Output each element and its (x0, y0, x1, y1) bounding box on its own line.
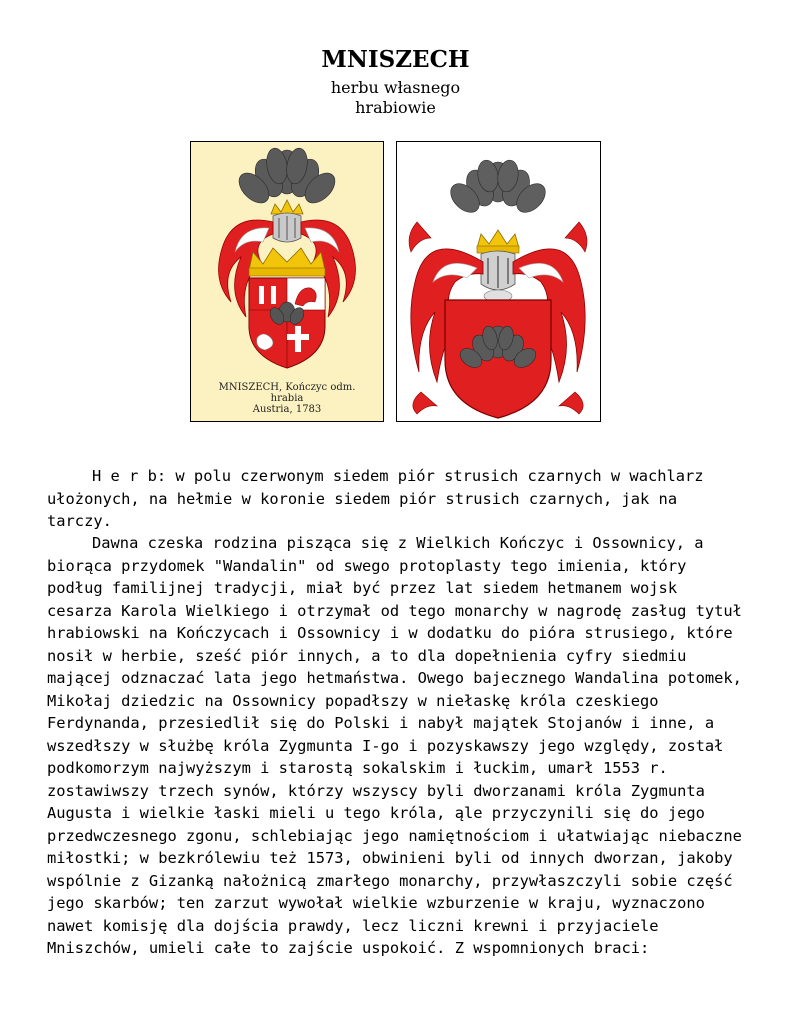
caption-line-3: Austria, 1783 (252, 404, 322, 415)
page-title: MNISZECH (321, 46, 470, 73)
family-history-paragraph: Dawna czeska rodzina pisząca się z Wielkich Kończyc i Ossownicy, a biorąca przydomek "Wandalin" od swego protoplasty tego imienia, który podług familijnej tradycji, miał być przez lat siedem hetmanem wojsk cesarza Karola Wielkiego i otrzymał od tego monarchy w nagrodę zasług tytuł hrabiowski na Kończycach i Ossownicy i w dodatku do pióra strusiego, które nosił w herbie, sześć piór innych, a to dla dopełnienia cyfry siedmiu mającej odznaczać lata jego hetmaństwa. Owego bajecznego Wandalina potomek, Mikołaj dziedzic na Ossownicy popadłszy w niełaskę króla czeskiego Ferdynanda, przesiedlił się do Polski i nabył majątek Stojanów i inne, a wszedłszy w służbę króla Zygmunta I-go i pozyskawszy jego względy, został podkomorzym najwyższym i starostą sokalskim i łuckim, umarł 1553 r. zostawiwszy trzech synów, którzy wszyscy byli dworzanami króla Zygmunta Augusta i wielkie łaski mieli u tego króla, ąle przyczynili się do jego przedwczesnego zgonu, schlebiając jego namiętnościom i ułatwiając niebaczne miłostki; w bezkrólewiu też 1573, obwinieni byli od innych dworzan, jakoby wspólnie z Gizanką nałożnicą zmarłego monarchy, przywłaszczyli sobie część jego skarbów; ten zarzut wywołał wielkie wzburzenie w kraju, wyznaczono nawet komisję dla dojścia prawdy, lecz liczni krewni i przyjaciele Mniszchów, umieli całe to zajście uspokoić. Z wspomnionych braci: (47, 534, 742, 957)
coat-of-arms-description: H e r b: w polu czerwonym siedem piór strusich czarnych w wachlarz ułożonych, na hełmie w koronie siedem piór strusich czarnych, jak na tarczy. (47, 467, 704, 530)
coat-of-arms-right-drawing (397, 142, 600, 421)
coat-of-arms-left-drawing (191, 142, 383, 421)
coat-of-arms-right-image (396, 141, 601, 422)
page-subtitle: herbu własnego (330, 78, 461, 97)
caption-line-2: hrabia (270, 393, 304, 404)
coat-of-arms-left-image (190, 141, 384, 422)
page-subtitle-2: hrabiowie (355, 98, 436, 117)
caption-line-1: MNISZECH, Kończyc odm. (218, 382, 356, 393)
